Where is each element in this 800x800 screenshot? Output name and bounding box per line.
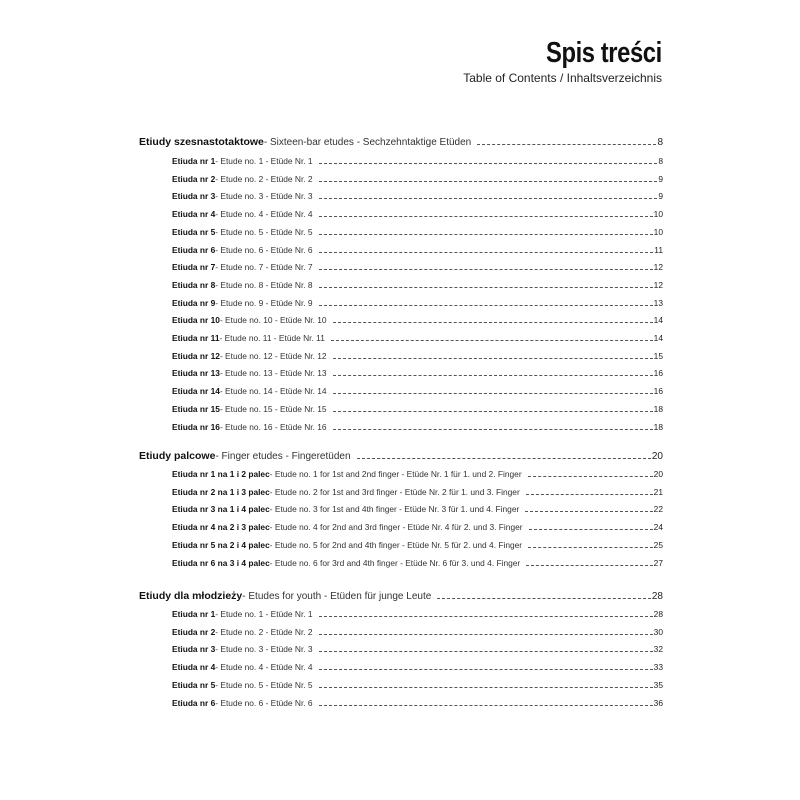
entry-subtitle: - Etude no. 16 - Etüde Nr. 16 <box>219 422 327 432</box>
entry-subtitle: - Etude no. 6 for 3rd and 4th finger - Etüde Nr. 6 für 3. und 4. Finger <box>269 558 521 568</box>
page-number: 8 <box>658 156 663 166</box>
entry-title: Etiuda nr 9 <box>172 298 216 308</box>
entry-title: Etiuda nr 6 na 3 i 4 palec <box>172 558 270 568</box>
dot-leader <box>477 144 656 145</box>
toc-entry[interactable] <box>172 173 663 185</box>
entry-title: Etiuda nr 11 <box>172 333 220 343</box>
dot-leader <box>319 305 653 306</box>
dot-leader <box>333 411 653 412</box>
entry-title: Etiuda nr 4 <box>172 209 216 219</box>
page-number: 14 <box>653 333 663 343</box>
entry-title: Etiuda nr 8 <box>172 280 216 290</box>
entry-subtitle: - Etude no. 13 - Etüde Nr. 13 <box>219 368 327 378</box>
dot-leader <box>333 322 653 323</box>
entry-title: Etiuda nr 6 <box>172 245 216 255</box>
section-title: Etiudy palcowe <box>139 450 216 462</box>
dot-leader <box>525 511 652 512</box>
dot-leader <box>319 687 653 688</box>
entry-title: Etiuda nr 4 na 2 i 3 palec <box>172 522 270 532</box>
entry-title: Etiuda nr 5 na 2 i 4 palec <box>172 540 270 550</box>
dot-leader <box>528 476 653 477</box>
page-number: 27 <box>653 558 663 568</box>
dot-leader <box>319 287 653 288</box>
entry-subtitle: - Etude no. 1 for 1st and 2nd finger - Etüde Nr. 1 für 1. und 2. Finger <box>269 469 522 479</box>
dot-leader <box>319 252 654 253</box>
toc-entry[interactable] <box>172 643 663 655</box>
page-number: 10 <box>653 209 663 219</box>
entry-subtitle: - Etude no. 2 - Etüde Nr. 2 <box>215 627 313 637</box>
dot-leader <box>319 181 658 182</box>
page-number: 22 <box>653 504 663 514</box>
dot-leader <box>333 393 653 394</box>
page-number: 14 <box>653 315 663 325</box>
toc-entry[interactable] <box>172 261 663 273</box>
entry-subtitle: - Etude no. 1 - Etüde Nr. 1 <box>215 609 313 619</box>
dot-leader <box>437 598 651 599</box>
page-number: 30 <box>653 627 663 637</box>
entry-subtitle: - Etude no. 10 - Etüde Nr. 10 <box>219 315 327 325</box>
page-number: 33 <box>653 662 663 672</box>
entry-title: Etiuda nr 1 <box>172 609 216 619</box>
entry-title: Etiuda nr 2 <box>172 627 216 637</box>
toc-entry[interactable] <box>172 421 663 433</box>
page-number: 8 <box>657 137 663 148</box>
dot-leader <box>333 358 653 359</box>
toc-section[interactable] <box>139 589 663 603</box>
toc-entry[interactable] <box>172 314 663 326</box>
toc-entry[interactable] <box>172 557 663 569</box>
toc-entry[interactable] <box>172 350 663 362</box>
entry-subtitle: - Etude no. 8 - Etüde Nr. 8 <box>215 280 313 290</box>
entry-title: Etiuda nr 4 <box>172 662 216 672</box>
toc-section[interactable] <box>139 135 663 149</box>
toc-entry[interactable] <box>172 486 663 498</box>
page-number: 12 <box>653 262 663 272</box>
page-number: 9 <box>658 174 663 184</box>
dot-leader <box>319 634 653 635</box>
page-number: 20 <box>651 451 663 462</box>
toc-entry[interactable] <box>172 403 663 415</box>
entry-subtitle: - Etude no. 6 - Etüde Nr. 6 <box>215 245 313 255</box>
dot-leader <box>319 669 653 670</box>
page-number: 25 <box>653 540 663 550</box>
entry-title: Etiuda nr 14 <box>172 386 220 396</box>
toc-entry[interactable] <box>172 297 663 309</box>
toc-entry[interactable] <box>172 208 663 220</box>
toc-entry[interactable] <box>172 697 663 709</box>
dot-leader <box>319 216 653 217</box>
toc-entry[interactable] <box>172 679 663 691</box>
entry-subtitle: - Etude no. 5 - Etüde Nr. 5 <box>215 680 313 690</box>
section-title: Etiudy szesnastotaktowe <box>139 136 264 148</box>
entry-subtitle: - Etude no. 3 - Etüde Nr. 3 <box>215 191 313 201</box>
page-number: 15 <box>653 351 663 361</box>
entry-subtitle: - Etude no. 2 for 1st and 3rd finger - Etüde Nr. 2 für 1. und 3. Finger <box>269 487 520 497</box>
entry-subtitle: - Etude no. 15 - Etüde Nr. 15 <box>219 404 327 414</box>
toc-entry[interactable] <box>172 385 663 397</box>
page-subtitle: Table of Contents / Inhaltsverzeichnis <box>463 71 662 85</box>
page-number: 32 <box>653 644 663 654</box>
page-number: 18 <box>653 404 663 414</box>
page-number: 10 <box>653 227 663 237</box>
entry-title: Etiuda nr 1 <box>172 156 216 166</box>
entry-title: Etiuda nr 5 <box>172 680 216 690</box>
dot-leader <box>319 163 658 164</box>
entry-title: Etiuda nr 10 <box>172 315 220 325</box>
entry-title: Etiuda nr 2 na 1 i 3 palec <box>172 487 270 497</box>
entry-title: Etiuda nr 5 <box>172 227 216 237</box>
toc-entry[interactable] <box>172 244 663 256</box>
entry-subtitle: - Etude no. 5 for 2nd and 4th finger - Etüde Nr. 5 für 2. und 4. Finger <box>269 540 523 550</box>
toc-entry[interactable] <box>172 155 663 167</box>
entry-subtitle: - Etude no. 4 - Etüde Nr. 4 <box>215 209 313 219</box>
entry-title: Etiuda nr 3 <box>172 644 216 654</box>
dot-leader <box>333 375 653 376</box>
entry-title: Etiuda nr 16 <box>172 422 220 432</box>
entry-subtitle: - Etude no. 14 - Etüde Nr. 14 <box>219 386 327 396</box>
toc-entry[interactable] <box>172 608 663 620</box>
page-number: 16 <box>653 368 663 378</box>
page-title: Spis treści <box>546 37 662 69</box>
page-number: 12 <box>653 280 663 290</box>
page-number: 18 <box>653 422 663 432</box>
section-subtitle: - Etudes for youth - Etüden für junge Leute <box>242 591 432 602</box>
dot-leader <box>333 429 653 430</box>
entry-title: Etiuda nr 3 <box>172 191 216 201</box>
section-subtitle: - Finger etudes - Fingeretüden <box>215 451 351 462</box>
page-number: 28 <box>651 591 663 602</box>
entry-title: Etiuda nr 3 na 1 i 4 palec <box>172 504 270 514</box>
toc-entry[interactable] <box>172 332 663 344</box>
page-number: 24 <box>653 522 663 532</box>
dot-leader <box>529 529 653 530</box>
toc-entry[interactable] <box>172 626 663 638</box>
entry-subtitle: - Etude no. 3 - Etüde Nr. 3 <box>215 644 313 654</box>
dot-leader <box>319 616 653 617</box>
entry-subtitle: - Etude no. 4 - Etüde Nr. 4 <box>215 662 313 672</box>
dot-leader <box>319 269 653 270</box>
section-subtitle: - Sixteen-bar etudes - Sechzehntaktige Etüden <box>263 137 472 148</box>
dot-leader <box>357 458 651 459</box>
entry-title: Etiuda nr 13 <box>172 368 220 378</box>
toc-entry[interactable] <box>172 661 663 673</box>
dot-leader <box>319 234 653 235</box>
toc-section[interactable] <box>139 449 663 463</box>
entry-subtitle: - Etude no. 12 - Etüde Nr. 12 <box>219 351 327 361</box>
entry-subtitle: - Etude no. 2 - Etüde Nr. 2 <box>215 174 313 184</box>
dot-leader <box>319 651 653 652</box>
page-number: 20 <box>653 469 663 479</box>
entry-subtitle: - Etude no. 11 - Etüde Nr. 11 <box>219 333 325 343</box>
dot-leader <box>319 705 653 706</box>
page-number: 9 <box>658 191 663 201</box>
entry-subtitle: - Etude no. 7 - Etüde Nr. 7 <box>215 262 313 272</box>
dot-leader <box>331 340 653 341</box>
page-number: 16 <box>653 386 663 396</box>
page-number: 13 <box>653 298 663 308</box>
entry-title: Etiuda nr 6 <box>172 698 216 708</box>
page-number: 21 <box>653 487 663 497</box>
entry-subtitle: - Etude no. 5 - Etüde Nr. 5 <box>215 227 313 237</box>
entry-subtitle: - Etude no. 3 for 1st and 4th finger - Etüde Nr. 3 für 1. und 4. Finger <box>269 504 520 514</box>
page-number: 28 <box>653 609 663 619</box>
entry-subtitle: - Etude no. 4 for 2nd and 3rd finger - Etüde Nr. 4 für 2. und 3. Finger <box>269 522 523 532</box>
toc-entry[interactable] <box>172 468 663 480</box>
entry-title: Etiuda nr 7 <box>172 262 216 272</box>
entry-title: Etiuda nr 2 <box>172 174 216 184</box>
section-title: Etiudy dla młodzieży <box>139 590 243 602</box>
toc-entry[interactable] <box>172 279 663 291</box>
toc-entry[interactable] <box>172 190 663 202</box>
entry-subtitle: - Etude no. 1 - Etüde Nr. 1 <box>215 156 313 166</box>
toc-entry[interactable] <box>172 226 663 238</box>
entry-title: Etiuda nr 12 <box>172 351 220 361</box>
page-number: 36 <box>653 698 663 708</box>
dot-leader <box>526 565 652 566</box>
toc-entry[interactable] <box>172 539 663 551</box>
toc-entry[interactable] <box>172 503 663 515</box>
toc-entry[interactable] <box>172 521 663 533</box>
entry-subtitle: - Etude no. 9 - Etüde Nr. 9 <box>215 298 313 308</box>
dot-leader <box>528 547 653 548</box>
page-number: 35 <box>653 680 663 690</box>
entry-title: Etiuda nr 15 <box>172 404 220 414</box>
dot-leader <box>526 494 653 495</box>
toc-entry[interactable] <box>172 367 663 379</box>
entry-title: Etiuda nr 1 na 1 i 2 palec <box>172 469 270 479</box>
page-number: 11 <box>654 245 663 255</box>
dot-leader <box>319 198 658 199</box>
entry-subtitle: - Etude no. 6 - Etüde Nr. 6 <box>215 698 313 708</box>
